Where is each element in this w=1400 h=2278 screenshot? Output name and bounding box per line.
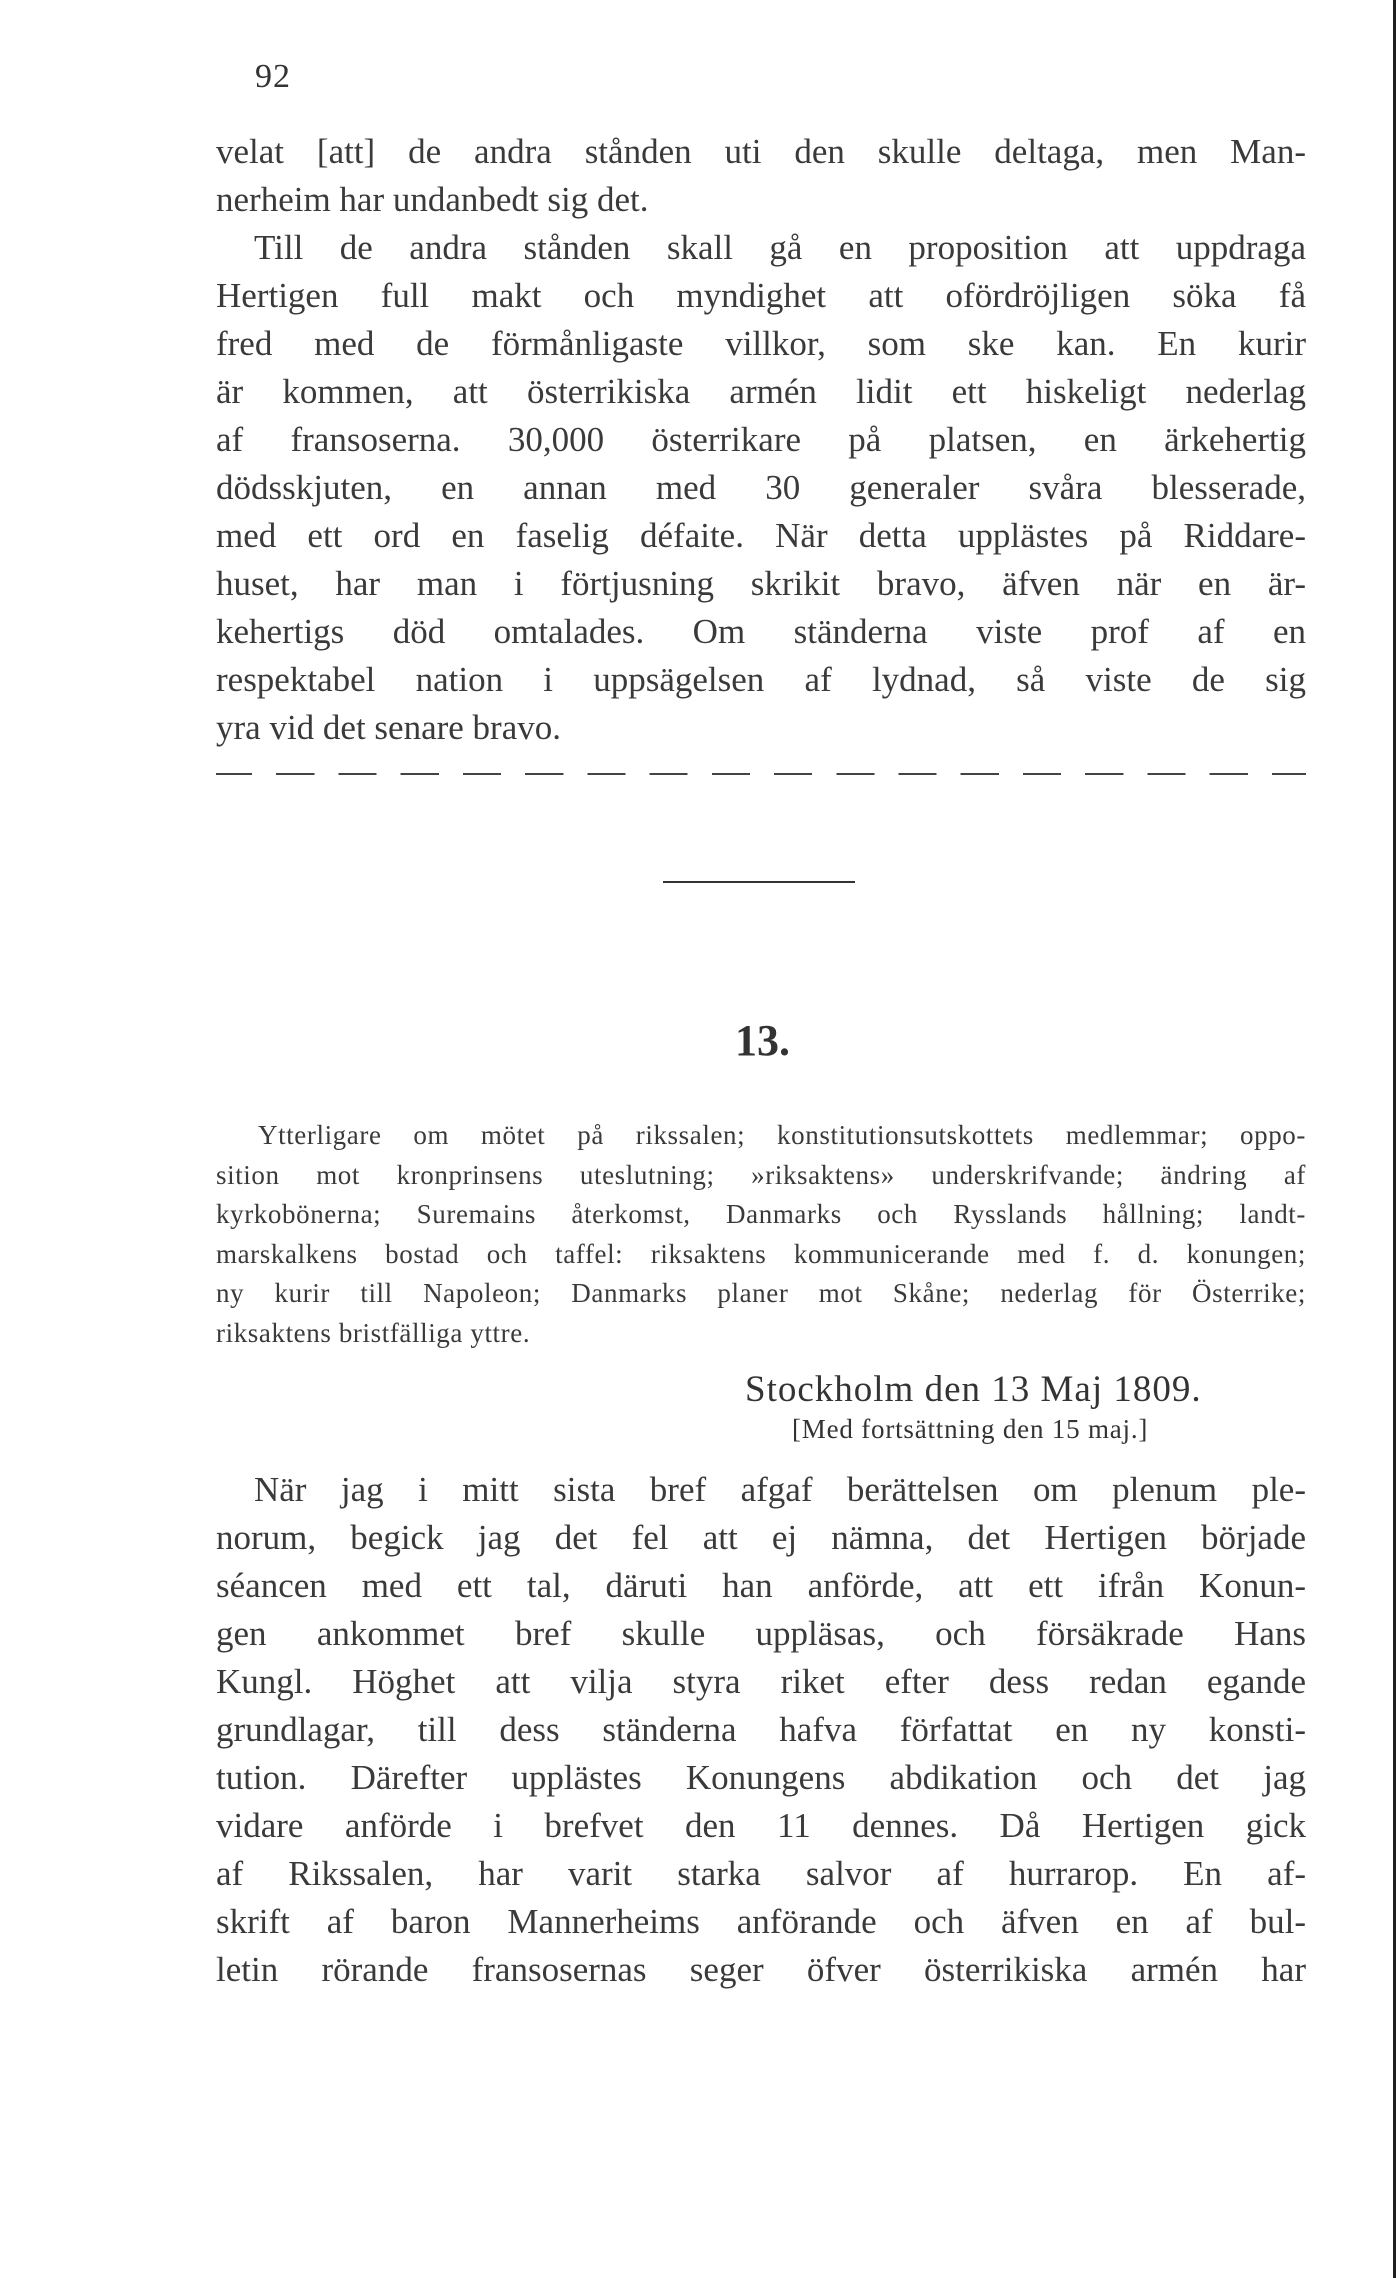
text-line: fred med de förmånligaste villkor, som ske kan. En kurir [216,324,1306,363]
letter-dateline: Stockholm den 13 Maj 1809. [745,1369,1202,1410]
text-line: Hertigen full makt och myndighet att ofördröjligen söka få [216,276,1306,315]
text-line: med ett ord en faselig défaite. När detta upplästes på Riddare- [216,516,1306,555]
text-line: När jag i mitt sista bref afgaf berättelsen om plenum ple- [254,1470,1306,1509]
page-edge-line [1393,0,1396,2278]
text-line: Kungl. Höghet att vilja styra riket efter dess redan egande [216,1662,1306,1701]
text-line: nerheim har undanbedt sig det. [216,180,649,219]
text-line: séancen med ett tal, däruti han anförde, att ett ifrån Konun- [216,1566,1306,1605]
text-line: yra vid det senare bravo. [216,708,561,747]
text-line: är kommen, att österrikiska armén lidit ett hiskeligt nederlag [216,372,1306,411]
date-note: [Med fortsättning den 15 maj.] [792,1414,1149,1444]
text-line: dödsskjuten, en annan med 30 generaler svåra blesserade, [216,468,1306,507]
text-line: velat [att] de andra stånden uti den skulle deltaga, men Man- [216,132,1306,171]
text-line: af Rikssalen, har varit starka salvor af hurrarop. En af- [216,1854,1306,1893]
dashed-separator [216,773,1306,775]
page-number: 92 [255,58,291,95]
summary-line: marskalkens bostad och taffel: riksaktens kommunicerande med f. d. konungen; [216,1238,1306,1269]
text-line: skrift af baron Mannerheims anförande och äfven en af bul- [216,1902,1306,1941]
text-line: af fransoserna. 30,000 österrikare på platsen, en ärkehertig [216,420,1306,459]
chapter-number: 13. [735,1016,790,1065]
section-rule [663,881,855,883]
text-line: huset, har man i förtjusning skrikit bravo, äfven när en är- [216,564,1306,603]
text-line: tution. Därefter upplästes Konungens abdikation och det jag [216,1758,1306,1797]
text-line: respektabel nation i uppsägelsen af lydnad, så viste de sig [216,660,1306,699]
text-line: Till de andra stånden skall gå en proposition att uppdraga [254,228,1306,267]
text-line: kehertigs död omtalades. Om ständerna viste prof af en [216,612,1306,651]
text-line: letin rörande fransosernas seger öfver österrikiska armén har [216,1950,1306,1989]
text-line: gen ankommet bref skulle uppläsas, och försäkrade Hans [216,1614,1306,1653]
summary-line: kyrkobönerna; Suremains återkomst, Danmarks och Rysslands hållning; landt- [216,1199,1306,1229]
text-line: grundlagar, till dess ständerna hafva författat en ny konsti- [216,1710,1306,1749]
text-line: vidare anförde i brefvet den 11 dennes. Då Hertigen gick [216,1806,1306,1845]
chapter-summary [216,1116,1306,1353]
summary-line: riksaktens bristfälliga yttre. [216,1317,531,1348]
paragraph-2 [216,1466,1306,1994]
paragraph-1 [216,128,1306,752]
text-line: norum, begick jag det fel att ej nämna, det Hertigen började [216,1518,1306,1557]
summary-line: sition mot kronprinsens uteslutning; »riksaktens» underskrifvande; ändring af [216,1159,1306,1190]
summary-line: ny kurir till Napoleon; Danmarks planer mot Skåne; nederlag för Österrike; [216,1278,1306,1308]
summary-line: Ytterligare om mötet på rikssalen; konstitutionsutskottets medlemmar; oppo- [258,1120,1306,1150]
